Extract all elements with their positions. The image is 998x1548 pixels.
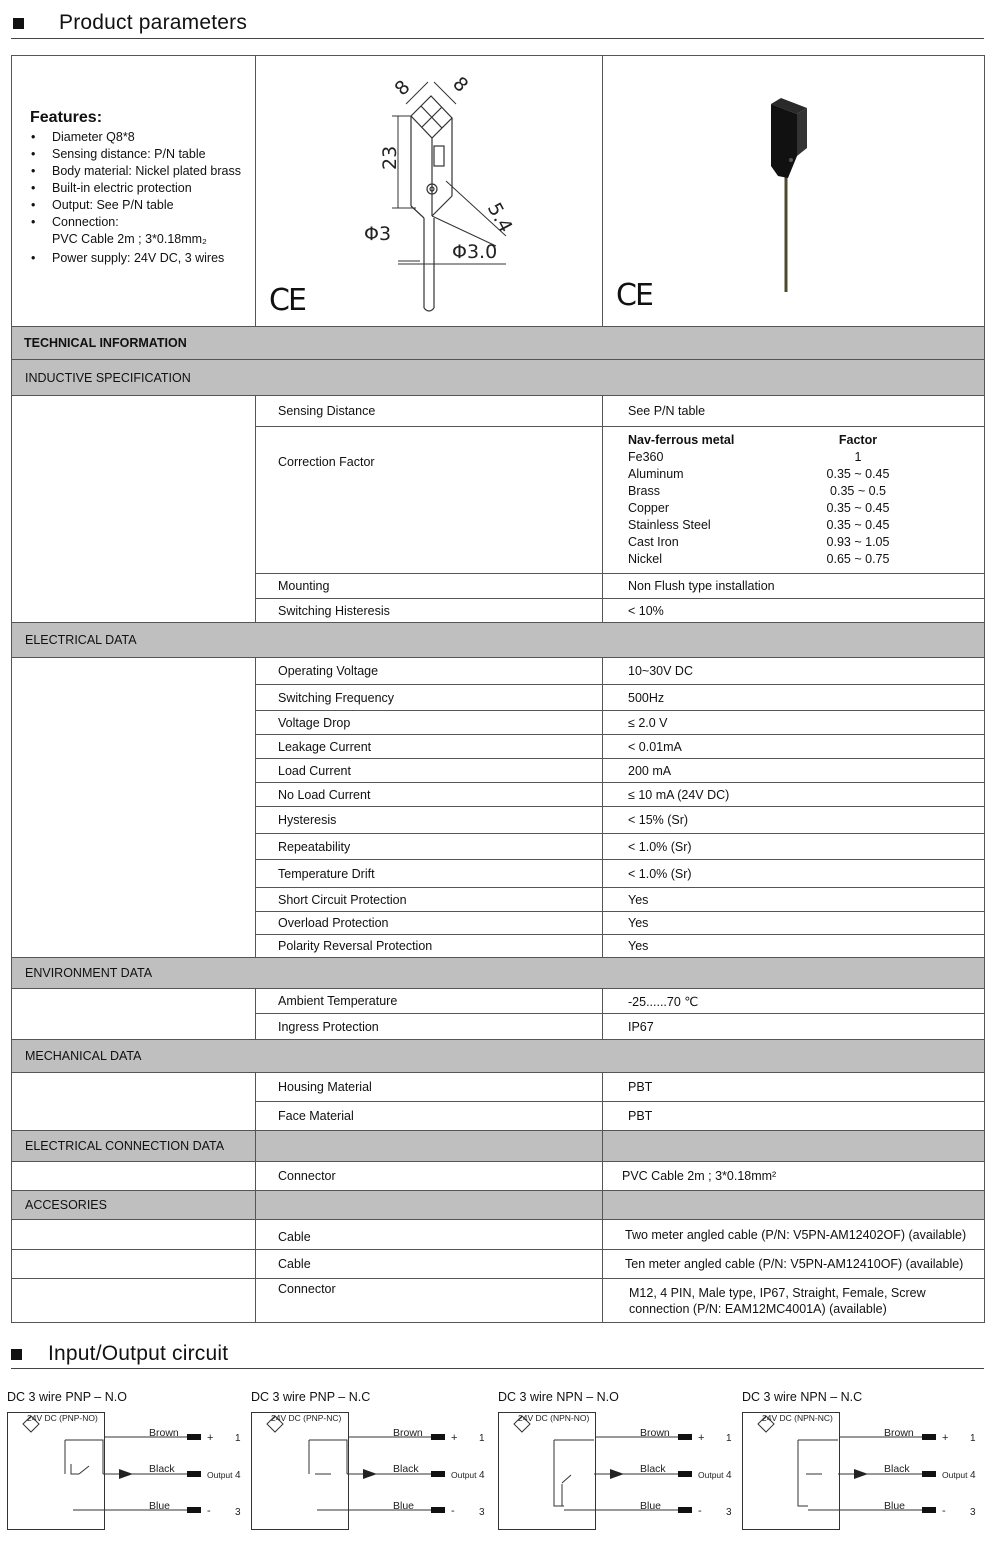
- accessory-value: Two meter angled cable (P/N: V5PN-AM12402OF) (available): [603, 1220, 985, 1250]
- spec-value: ≤ 2.0 V: [603, 711, 985, 735]
- circuit-tag: 24V DC (NPN-NO): [518, 1413, 590, 1423]
- mounting-label: Mounting: [256, 574, 603, 599]
- circuit-diagram: [498, 1410, 748, 1532]
- accessories-header: ACCESORIES: [12, 1191, 256, 1220]
- electrical-data-header: ELECTRICAL DATA: [12, 623, 985, 658]
- plus-sign: +: [942, 1432, 949, 1444]
- pin-3: 3: [726, 1507, 732, 1518]
- pin-4: 4: [479, 1470, 485, 1481]
- output-label: Output: [942, 1470, 968, 1480]
- header-fill: [603, 1191, 985, 1220]
- header-fill: [256, 1131, 603, 1162]
- accessory-value: Ten meter angled cable (P/N: V5PN-AM12410OF) (available): [603, 1250, 985, 1279]
- header-fill: [603, 1131, 985, 1162]
- feature-item: • Power supply: 24V DC, 3 wires: [30, 250, 255, 267]
- circuit-title: DC 3 wire NPN – N.O: [498, 1390, 619, 1404]
- output-label: Output: [451, 1470, 477, 1480]
- spec-value: 10~30V DC: [603, 658, 985, 685]
- feature-item: • Sensing distance: P/N table: [30, 146, 255, 163]
- spec-label: Polarity Reversal Protection: [256, 935, 603, 958]
- spec-label: Load Current: [256, 759, 603, 783]
- correction-factor-label: Correction Factor: [256, 427, 603, 574]
- output-label: Output: [698, 1470, 724, 1480]
- wire-blue-label: Blue: [640, 1500, 662, 1512]
- ce-mark: CE: [616, 278, 652, 313]
- correction-factor-table: Nav-ferrous metal Factor Fe360 1 Aluminum 0.35 ~ 0.45 Brass 0.35 ~ 0.5 Copper 0.35 ~ 0.45 Stainless Steel 0.35 ~ 0.45 Cast Iron 0.93 ~ 1.05 Nickel 0.65 ~ 0.75: [628, 433, 890, 566]
- spec-value: Yes: [603, 912, 985, 935]
- spec-value: < 1.0% (Sr): [603, 860, 985, 888]
- wire-brown-label: Brown: [393, 1427, 423, 1439]
- spec-label: Short Circuit Protection: [256, 888, 603, 912]
- spec-value: 500Hz: [603, 685, 985, 711]
- blank-cell: [12, 1220, 256, 1250]
- pin-4: 4: [970, 1470, 976, 1481]
- circuit-title: DC 3 wire PNP – N.O: [7, 1390, 127, 1404]
- blank-cell: [12, 989, 256, 1040]
- wire-black-label: Black: [884, 1463, 910, 1475]
- spec-label: Repeatability: [256, 834, 603, 860]
- section-bullet-square: [11, 1349, 22, 1360]
- spec-label: Operating Voltage: [256, 658, 603, 685]
- dim-diameter-1: Φ3: [364, 223, 392, 245]
- spec-label: Overload Protection: [256, 912, 603, 935]
- circuit-diagram: [7, 1410, 257, 1532]
- switching-hysteresis-label: Switching Histeresis: [256, 599, 603, 623]
- divider: [11, 38, 984, 39]
- mounting-value: Non Flush type installation: [603, 574, 985, 599]
- feature-item: • Diameter Q8*8: [30, 129, 255, 146]
- feature-item: • Built-in electric protection: [30, 180, 255, 197]
- pin-3: 3: [235, 1507, 241, 1518]
- spec-label: Ambient Temperature: [256, 989, 603, 1014]
- accessory-value: M12, 4 PIN, Male type, IP67, Straight, Female, Screw connection (P/N: EAM12MC4001A) (available): [603, 1279, 985, 1323]
- circuit-tag: 24V DC (PNP-NO): [27, 1413, 98, 1423]
- feature-item: • Body material: Nickel plated brass: [30, 163, 255, 180]
- spec-label: Housing Material: [256, 1073, 603, 1102]
- blank-cell: [12, 658, 256, 958]
- spec-value: Yes: [603, 935, 985, 958]
- circuit-tag: 24V DC (PNP-NC): [271, 1413, 342, 1423]
- pin-4: 4: [726, 1470, 732, 1481]
- spec-label: Hysteresis: [256, 807, 603, 834]
- spec-label: Ingress Protection: [256, 1014, 603, 1040]
- dim-angle: 5.4: [482, 199, 517, 237]
- blank-cell: [12, 396, 256, 623]
- connector-value: PVC Cable 2m ; 3*0.18mm²: [603, 1162, 985, 1191]
- minus-sign: -: [942, 1505, 946, 1517]
- spec-value: PBT: [603, 1102, 985, 1131]
- spec-value: -25......70 ℃: [603, 989, 985, 1014]
- inductive-spec-header: INDUCTIVE SPECIFICATION: [12, 360, 985, 396]
- spec-value: < 0.01mA: [603, 735, 985, 759]
- spec-value: PBT: [603, 1073, 985, 1102]
- dim-width-1: 8: [390, 76, 415, 101]
- connector-label: Connector: [256, 1162, 603, 1191]
- spec-value: IP67: [603, 1014, 985, 1040]
- output-label: Output: [207, 1470, 233, 1480]
- correction-factor-value: [603, 427, 985, 574]
- product-photo-cell: [603, 56, 985, 327]
- circuit-diagram: [742, 1410, 992, 1532]
- accessory-label: Cable: [256, 1250, 603, 1279]
- features-cell: [12, 56, 256, 327]
- spec-label: Switching Frequency: [256, 685, 603, 711]
- dimension-drawing-cell: [256, 56, 603, 327]
- feature-item-cont: • PVC Cable 2m ; 3*0.18mm₂: [30, 231, 255, 248]
- wire-black-label: Black: [149, 1463, 175, 1475]
- pin-1: 1: [970, 1433, 976, 1444]
- pin-1: 1: [235, 1433, 241, 1444]
- plus-sign: +: [451, 1432, 458, 1444]
- spec-value: < 15% (Sr): [603, 807, 985, 834]
- minus-sign: -: [698, 1505, 702, 1517]
- feature-item: • Connection:: [30, 214, 255, 231]
- wire-brown-label: Brown: [640, 1427, 670, 1439]
- dim-width-2: 8: [448, 72, 473, 97]
- ce-mark: CE: [269, 283, 305, 318]
- pin-3: 3: [479, 1507, 485, 1518]
- wire-brown-label: Brown: [149, 1427, 179, 1439]
- environment-data-header: ENVIRONMENT DATA: [12, 958, 985, 989]
- product-parameters-title: Product parameters: [59, 11, 248, 34]
- dimension-drawing: [256, 56, 601, 325]
- plus-sign: +: [698, 1432, 705, 1444]
- wire-black-label: Black: [393, 1463, 419, 1475]
- spec-label: No Load Current: [256, 783, 603, 807]
- spec-table: [11, 55, 985, 1323]
- accessory-label: Cable: [256, 1220, 603, 1250]
- io-circuit-title: Input/Output circuit: [48, 1342, 229, 1365]
- spec-label: Leakage Current: [256, 735, 603, 759]
- features-title: Features:: [30, 109, 103, 126]
- blank-cell: [12, 1250, 256, 1279]
- pin-3: 3: [970, 1507, 976, 1518]
- pin-1: 1: [726, 1433, 732, 1444]
- dim-diameter-2: Φ3.0: [452, 241, 498, 263]
- wire-brown-label: Brown: [884, 1427, 914, 1439]
- minus-sign: -: [207, 1505, 211, 1517]
- spec-value: 200 mA: [603, 759, 985, 783]
- technical-information-header: TECHNICAL INFORMATION: [12, 327, 985, 360]
- dim-height: 23: [379, 145, 401, 170]
- divider: [11, 1368, 984, 1369]
- pin-4: 4: [235, 1470, 241, 1481]
- wire-blue-label: Blue: [149, 1500, 171, 1512]
- switching-hysteresis-value: < 10%: [603, 599, 985, 623]
- spec-label: Temperature Drift: [256, 860, 603, 888]
- spec-label: Face Material: [256, 1102, 603, 1131]
- minus-sign: -: [451, 1505, 455, 1517]
- circuit-diagram: [251, 1410, 501, 1532]
- spec-value: ≤ 10 mA (24V DC): [603, 783, 985, 807]
- feature-item: • Output: See P/N table: [30, 197, 255, 214]
- wire-blue-label: Blue: [884, 1500, 906, 1512]
- sensing-distance-label: Sensing Distance: [256, 396, 603, 427]
- blank-cell: [12, 1073, 256, 1131]
- product-photo: [603, 56, 983, 325]
- plus-sign: +: [207, 1432, 214, 1444]
- spec-label: Voltage Drop: [256, 711, 603, 735]
- accessory-label: Connector: [256, 1279, 603, 1323]
- section-bullet-square: [13, 18, 24, 29]
- features-list: [30, 129, 255, 267]
- wire-blue-label: Blue: [393, 1500, 415, 1512]
- mechanical-data-header: MECHANICAL DATA: [12, 1040, 985, 1073]
- spec-value: < 1.0% (Sr): [603, 834, 985, 860]
- circuit-title: DC 3 wire NPN – N.C: [742, 1390, 863, 1404]
- circuit-title: DC 3 wire PNP – N.C: [251, 1390, 371, 1404]
- circuit-tag: 24V DC (NPN-NC): [762, 1413, 833, 1423]
- pin-1: 1: [479, 1433, 485, 1444]
- electrical-connection-header: ELECTRICAL CONNECTION DATA: [12, 1131, 256, 1162]
- wire-black-label: Black: [640, 1463, 666, 1475]
- spec-value: Yes: [603, 888, 985, 912]
- header-fill: [256, 1191, 603, 1220]
- blank-cell: [12, 1162, 256, 1191]
- blank-cell: [12, 1279, 256, 1323]
- sensing-distance-value: See P/N table: [603, 396, 985, 427]
